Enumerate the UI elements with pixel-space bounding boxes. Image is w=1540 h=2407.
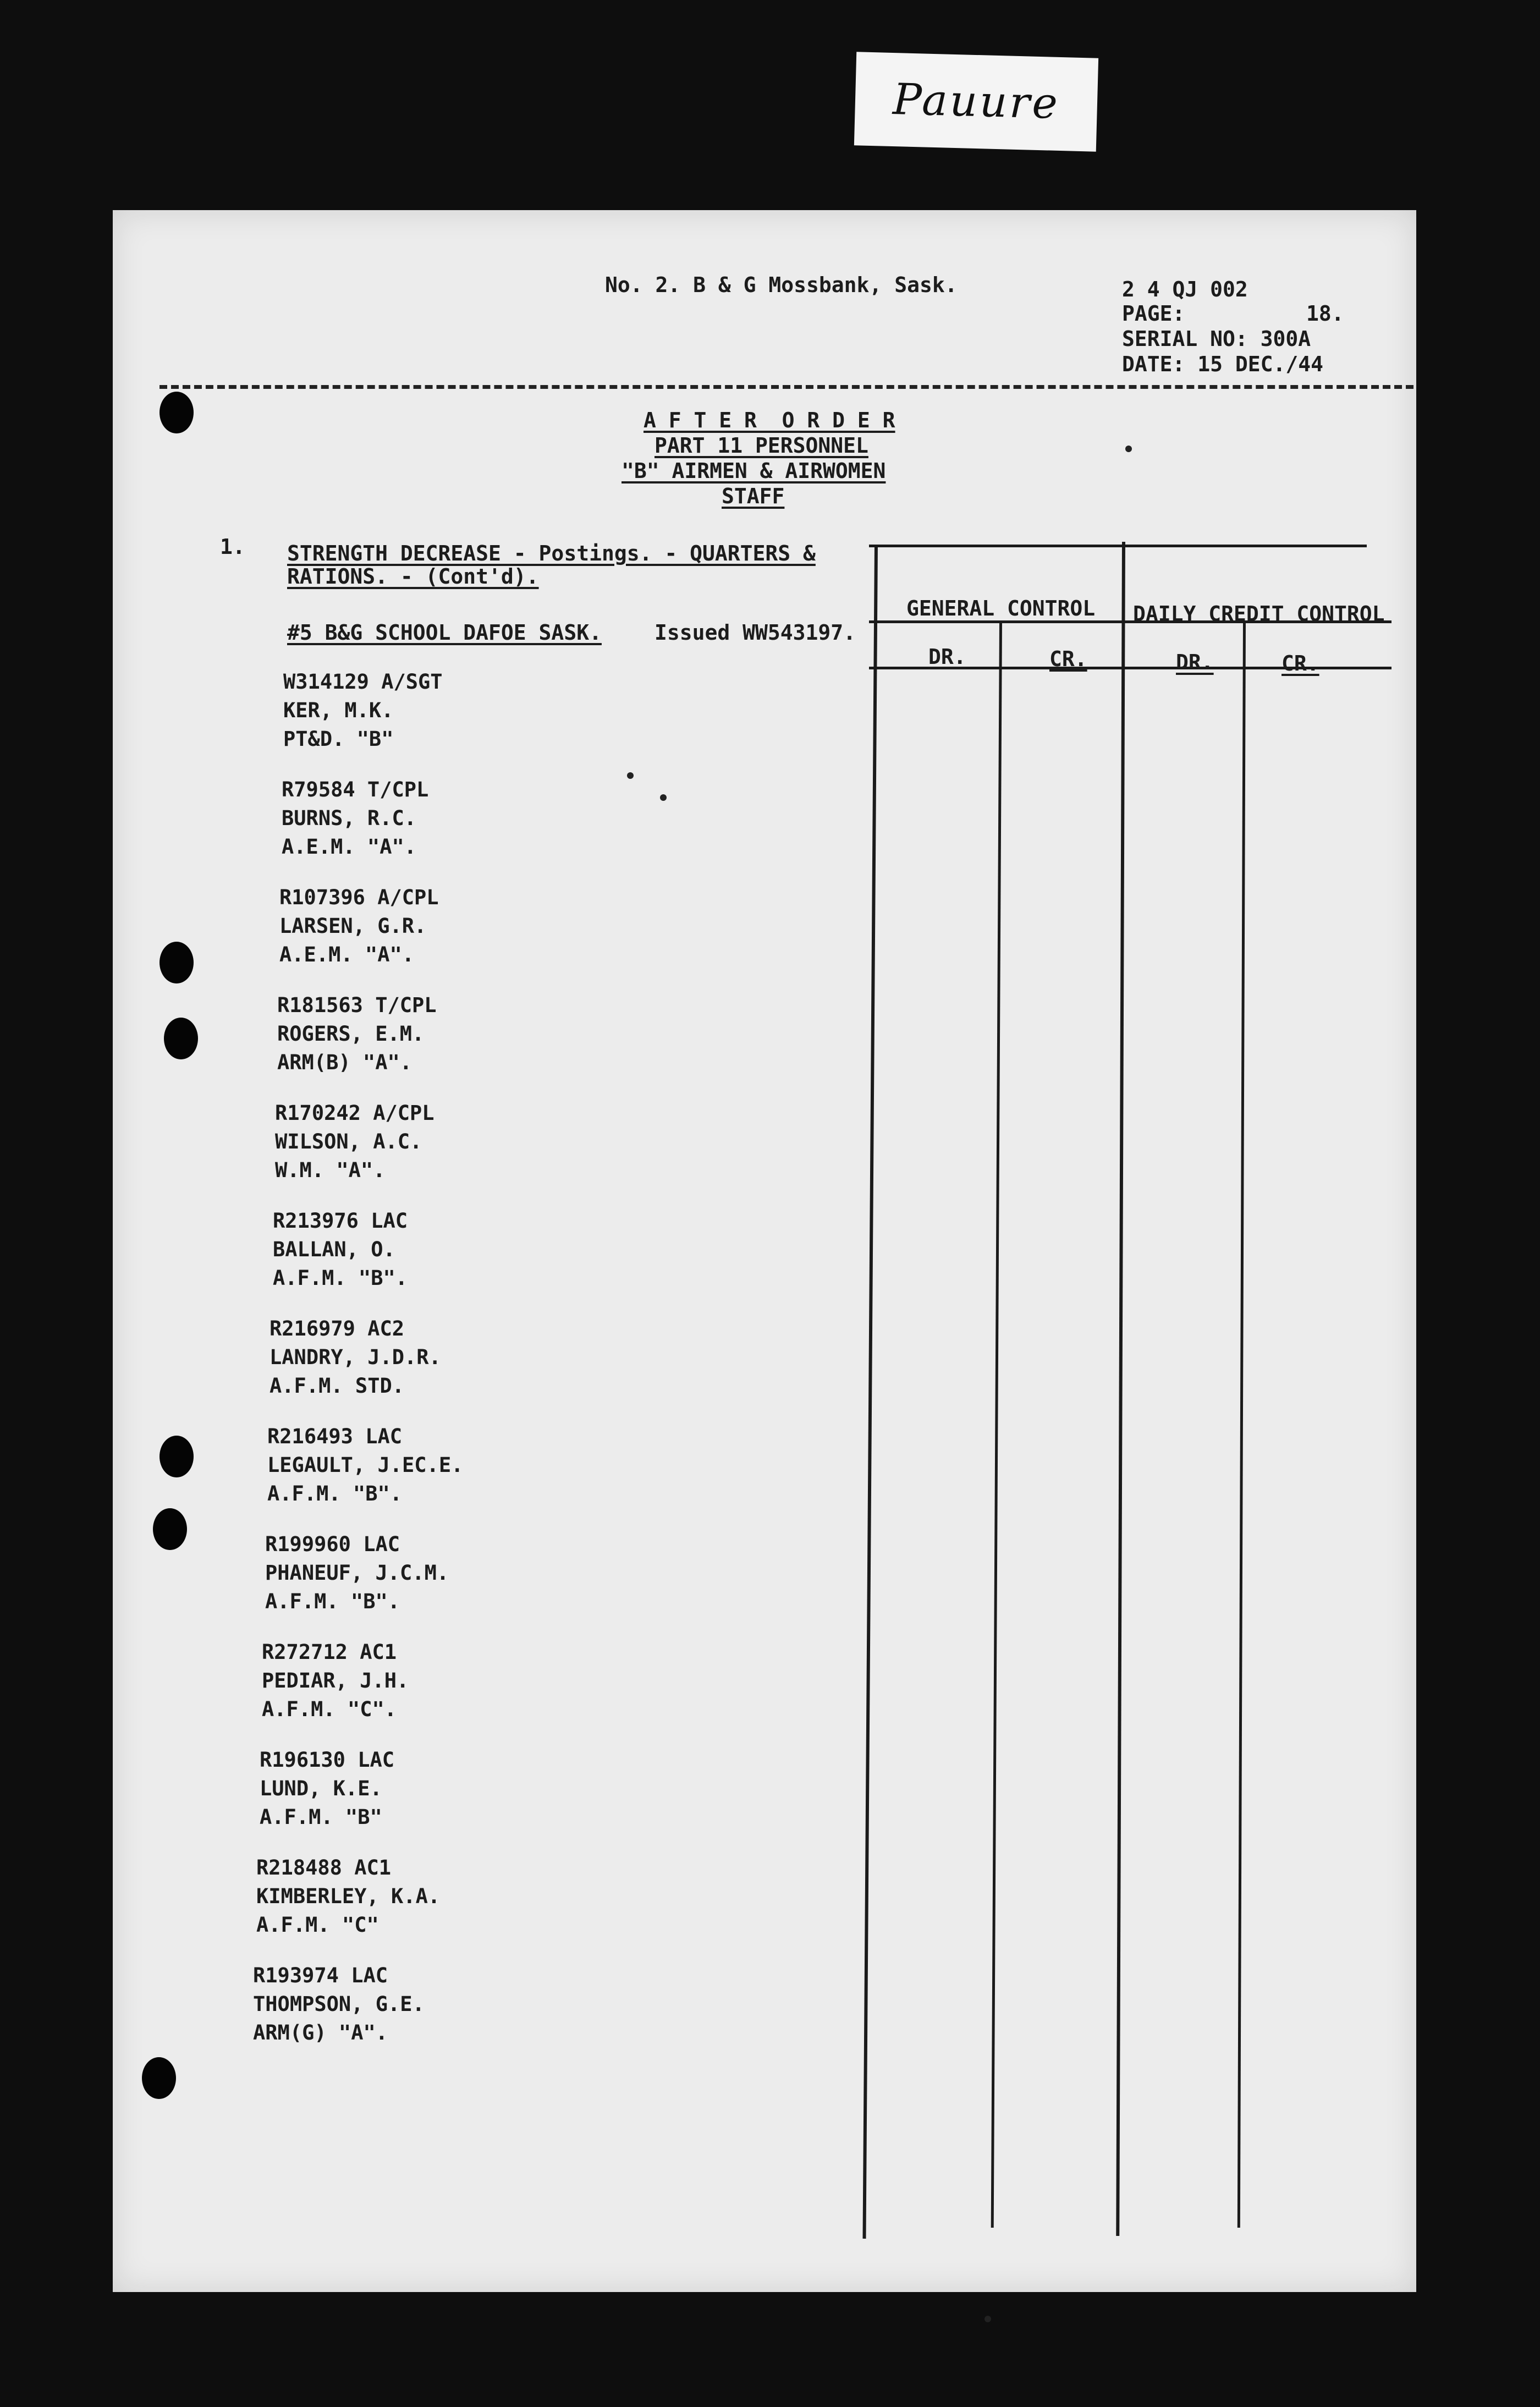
order-part: PART 11 PERSONNEL bbox=[654, 433, 868, 458]
scan-speck bbox=[627, 772, 634, 779]
personnel-entry bbox=[260, 1746, 394, 1832]
personnel-entry bbox=[253, 1961, 425, 2047]
service-number-rank: R213976 LAC bbox=[273, 1209, 408, 1233]
trade-group: A.F.M. "C" bbox=[256, 1913, 379, 1937]
service-number-rank: R170242 A/CPL bbox=[275, 1101, 435, 1125]
personnel-entry bbox=[283, 668, 443, 754]
service-number-rank: W314129 A/SGT bbox=[283, 670, 443, 694]
personnel-name: PHANEUF, J.C.M. bbox=[265, 1561, 449, 1585]
service-number-rank: R196130 LAC bbox=[260, 1748, 395, 1772]
personnel-entry bbox=[275, 1099, 435, 1185]
personnel-name: LEGAULT, J.EC.E. bbox=[267, 1453, 464, 1477]
personnel-name: LARSEN, G.R. bbox=[279, 914, 427, 938]
daily-credit-control-header: DAILY CREDIT CONTROL bbox=[1133, 602, 1385, 626]
scan-speck bbox=[985, 2316, 991, 2322]
personnel-name: KIMBERLEY, K.A. bbox=[256, 1884, 441, 1908]
personnel-name: BALLAN, O. bbox=[273, 1238, 395, 1261]
trade-group: A.F.M. STD. bbox=[270, 1374, 405, 1398]
service-number-rank: R218488 AC1 bbox=[256, 1856, 392, 1880]
item-heading-line2: RATIONS. - (Cont'd). bbox=[287, 564, 539, 589]
personnel-entry bbox=[256, 1854, 440, 1939]
personnel-name: WILSON, A.C. bbox=[275, 1130, 422, 1153]
perforation-divider bbox=[160, 385, 1414, 389]
order-title: A F T E R O R D E R bbox=[644, 408, 895, 432]
trade-group: A.F.M. "B" bbox=[260, 1805, 382, 1829]
issued-reference: Issued WW543197. bbox=[654, 620, 856, 645]
trade-group: W.M. "A". bbox=[275, 1158, 386, 1182]
scan-speck bbox=[660, 794, 667, 801]
punch-hole bbox=[164, 1018, 198, 1059]
personnel-entry bbox=[262, 1638, 409, 1724]
page-label: PAGE: bbox=[1122, 301, 1185, 326]
debit-column-header: DR. bbox=[928, 645, 966, 669]
personnel-name: BURNS, R.C. bbox=[282, 806, 417, 830]
reference-code: 2 4 QJ 002 bbox=[1122, 277, 1248, 301]
debit-column-header: DR. bbox=[1176, 650, 1214, 674]
trade-group: ARM(G) "A". bbox=[253, 2021, 388, 2045]
personnel-entry bbox=[270, 1315, 441, 1400]
personnel-name: LUND, K.E. bbox=[260, 1777, 382, 1800]
credit-column-header: CR. bbox=[1282, 651, 1319, 675]
punch-hole bbox=[160, 1436, 194, 1477]
punch-hole bbox=[142, 2057, 176, 2099]
trade-group: PT&D. "B" bbox=[283, 727, 394, 751]
personnel-name: ROGERS, E.M. bbox=[277, 1022, 425, 1046]
personnel-entry bbox=[282, 776, 428, 861]
trade-group: A.F.M. "C". bbox=[262, 1697, 397, 1721]
personnel-entry bbox=[273, 1207, 408, 1293]
service-number-rank: R193974 LAC bbox=[253, 1964, 388, 1987]
order-section: STAFF bbox=[722, 484, 785, 508]
personnel-name: THOMPSON, G.E. bbox=[253, 1992, 425, 2016]
order-date: DATE: 15 DEC./44 bbox=[1122, 352, 1324, 376]
personnel-entry bbox=[267, 1422, 463, 1508]
punch-hole bbox=[153, 1508, 187, 1550]
trade-group: A.E.M. "A". bbox=[279, 943, 415, 966]
service-number-rank: R216493 LAC bbox=[267, 1425, 403, 1448]
personnel-entry bbox=[265, 1530, 449, 1616]
destination-unit: #5 B&G SCHOOL DAFOE SASK. bbox=[287, 620, 602, 645]
general-control-header: GENERAL CONTROL bbox=[906, 596, 1096, 620]
handwritten-name-tag bbox=[854, 52, 1098, 151]
scan-speck bbox=[1125, 446, 1132, 452]
personnel-name: KER, M.K. bbox=[283, 699, 394, 722]
serial-number: SERIAL NO: 300A bbox=[1122, 327, 1311, 351]
personnel-entry bbox=[279, 883, 439, 969]
service-number-rank: R199960 LAC bbox=[265, 1532, 400, 1556]
personnel-name: LANDRY, J.D.R. bbox=[270, 1345, 441, 1369]
trade-group: A.F.M. "B". bbox=[265, 1590, 400, 1613]
item-number: 1. bbox=[220, 535, 245, 559]
service-number-rank: R272712 AC1 bbox=[262, 1640, 397, 1664]
service-number-rank: R216979 AC2 bbox=[270, 1317, 405, 1340]
unit-name: No. 2. B & G Mossbank, Sask. bbox=[605, 273, 958, 297]
table-top-rule bbox=[869, 545, 1367, 547]
trade-group: A.E.M. "A". bbox=[282, 835, 417, 859]
page-number: 18. bbox=[1306, 301, 1344, 326]
punch-hole bbox=[160, 942, 194, 983]
punch-hole bbox=[160, 392, 194, 433]
service-number-rank: R107396 A/CPL bbox=[279, 886, 439, 909]
trade-group: A.F.M. "B". bbox=[273, 1266, 408, 1290]
item-heading-line1: STRENGTH DECREASE - Postings. - QUARTERS & bbox=[287, 541, 816, 565]
personnel-entry bbox=[277, 991, 437, 1077]
trade-group: ARM(B) "A". bbox=[277, 1051, 413, 1074]
credit-column-header: CR. bbox=[1049, 647, 1087, 671]
service-number-rank: R181563 T/CPL bbox=[277, 993, 437, 1017]
service-number-rank: R79584 T/CPL bbox=[282, 778, 429, 801]
order-category: "B" AIRMEN & AIRWOMEN bbox=[622, 459, 886, 483]
tag-label: Pauure bbox=[892, 75, 1060, 129]
trade-group: A.F.M. "B". bbox=[267, 1482, 403, 1505]
personnel-name: PEDIAR, J.H. bbox=[262, 1669, 409, 1692]
